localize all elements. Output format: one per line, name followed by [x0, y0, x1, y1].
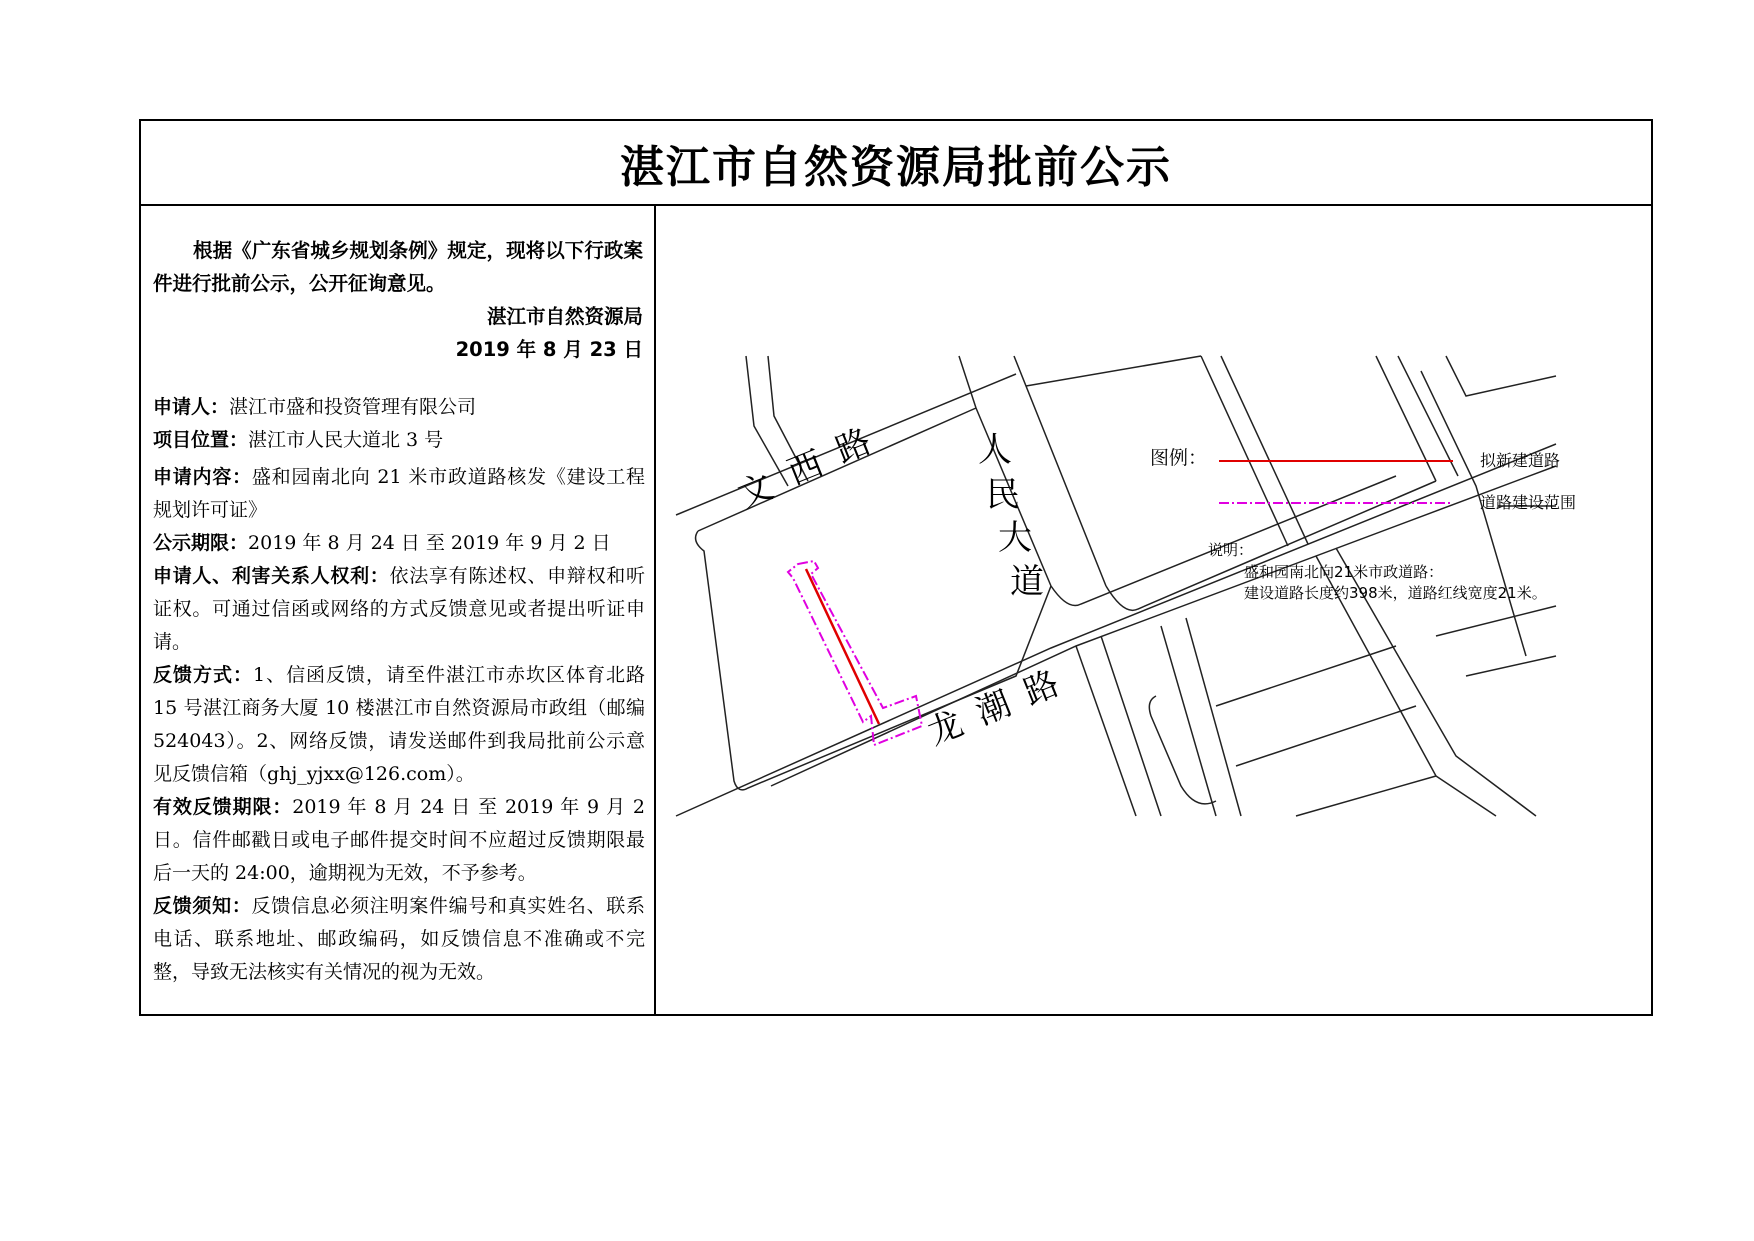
block-edge: [1216, 646, 1396, 706]
field-label: 申请内容：: [153, 466, 252, 488]
field-label: 申请人、利害关系人权利：: [153, 565, 390, 587]
road-label-wenxi-2: 西: [782, 443, 829, 494]
road-label-longchao-1: 龙: [922, 703, 969, 754]
intro-block: [153, 234, 643, 366]
map-legend: [1150, 447, 1576, 602]
issuer-name: 湛江市自然资源局: [486, 305, 643, 328]
road-edge: [1446, 356, 1556, 396]
road-edge: [698, 408, 976, 531]
field-label: 项目位置：: [153, 429, 249, 451]
road-label-longchao-2: 潮: [970, 683, 1017, 734]
road-label-renmin-4: 道: [1010, 562, 1044, 602]
road-label-wenxi-1: 文: [732, 466, 779, 517]
legend-scope-label: 道路建设范围: [1480, 493, 1577, 512]
note-line-1: 盛和园南北向21米市政道路：: [1244, 563, 1444, 581]
field-rights: [153, 560, 645, 659]
field-value: 2019 年 8 月 24 日 至 2019 年 9 月 2 日: [248, 532, 611, 554]
map-column: [656, 206, 1651, 1014]
block-edge: [1466, 656, 1556, 676]
note-line-2: 建设道路长度约398米，道路红线宽度21米。: [1244, 584, 1547, 602]
scope-boundary: [788, 561, 922, 745]
road-edge: [1221, 356, 1308, 544]
field-label: 公示期限：: [153, 532, 249, 554]
field-feedback-notice: [153, 890, 645, 989]
case-fields: [153, 391, 645, 989]
field-applicant: [153, 391, 645, 424]
block-edge: [1101, 636, 1161, 816]
site-map: [676, 356, 1577, 856]
field-location: [153, 424, 645, 457]
road-edge: [746, 356, 788, 486]
block-edge: [1296, 776, 1436, 816]
field-content: [153, 461, 645, 527]
field-value: 盛和园南北向 21 米市政道路核发《建设工程规划许可证》: [153, 466, 645, 521]
block-edge: [1186, 618, 1241, 816]
field-feedback-method: [153, 659, 645, 791]
road-edge: [1376, 356, 1436, 481]
block-edge: [696, 531, 1051, 790]
block-edge: [1026, 356, 1201, 386]
title-row: [141, 121, 1651, 206]
block-edge: [1076, 646, 1136, 816]
issue-date: 2019 年 8 月 23 日: [455, 338, 643, 361]
block-edge: [1161, 626, 1216, 816]
field-label: 反馈方式：: [153, 664, 253, 686]
field-label: 申请人：: [153, 396, 230, 418]
road-scope-outline: [788, 561, 922, 745]
field-value: 1、信函反馈，请至件湛江市赤坎区体育北路 15 号湛江商务大厦 10 楼湛江市自然资源局市政组（邮编 524043）。2、网络反馈，请发送邮件到我局批前公示意见反馈信箱（ghj_yjxx@126.com）。: [153, 664, 645, 785]
notice-frame: [139, 119, 1653, 1016]
field-value: 湛江市人民大道北 3 号: [248, 429, 444, 451]
field-value: 2019 年 8 月 24 日 至 2019 年 9 月 2 日。信件邮戳日或电子邮件提交时间不应超过反馈期限最后一天的 24:00，逾期视为无效，不予参考。: [153, 796, 645, 884]
note-title: 说明：: [1208, 541, 1254, 559]
road-edge: [1421, 371, 1526, 656]
page-title: 湛江市自然资源局批前公示: [620, 141, 1172, 193]
road-label-renmin-2: 民: [986, 475, 1020, 515]
field-feedback-deadline: [153, 791, 645, 890]
field-value: 依法享有陈述权、申辩权和听证权。可通过信函或网络的方式反馈意见或者提出听证申请。: [153, 565, 645, 653]
notice-text-column: [141, 206, 656, 1014]
intro-paragraph: 根据《广东省城乡规划条例》规定，现将以下行政案件进行批前公示，公开征询意见。: [153, 239, 643, 295]
road-edge: [1201, 356, 1288, 546]
field-period: [153, 527, 645, 560]
road-label-renmin-1: 人: [978, 430, 1012, 470]
block-edge: [1436, 606, 1556, 636]
road-label-longchao-3: 路: [1018, 663, 1065, 714]
field-label: 反馈须知：: [153, 895, 252, 917]
proposed-road: [806, 569, 879, 724]
field-label: 有效反馈期限：: [153, 796, 293, 818]
legend-proposed-label: 拟新建道路: [1480, 451, 1561, 470]
road-edge: [771, 466, 1556, 786]
field-value: 反馈信息必须注明案件编号和真实姓名、联系电话、联系地址、邮政编码，如反馈信息不准确或不完整，导致无法核实有关情况的视为无效。: [153, 895, 645, 983]
block-edge: [1149, 696, 1216, 804]
road-label-wenxi-3: 路: [830, 421, 877, 472]
block-edge: [1236, 706, 1416, 766]
legend-title: 图例：: [1150, 447, 1208, 469]
field-value: 湛江市盛和投资管理有限公司: [229, 396, 477, 418]
proposed-road-line: [806, 569, 879, 724]
road-label-renmin-3: 大: [998, 518, 1032, 558]
road-edge: [1398, 356, 1458, 476]
